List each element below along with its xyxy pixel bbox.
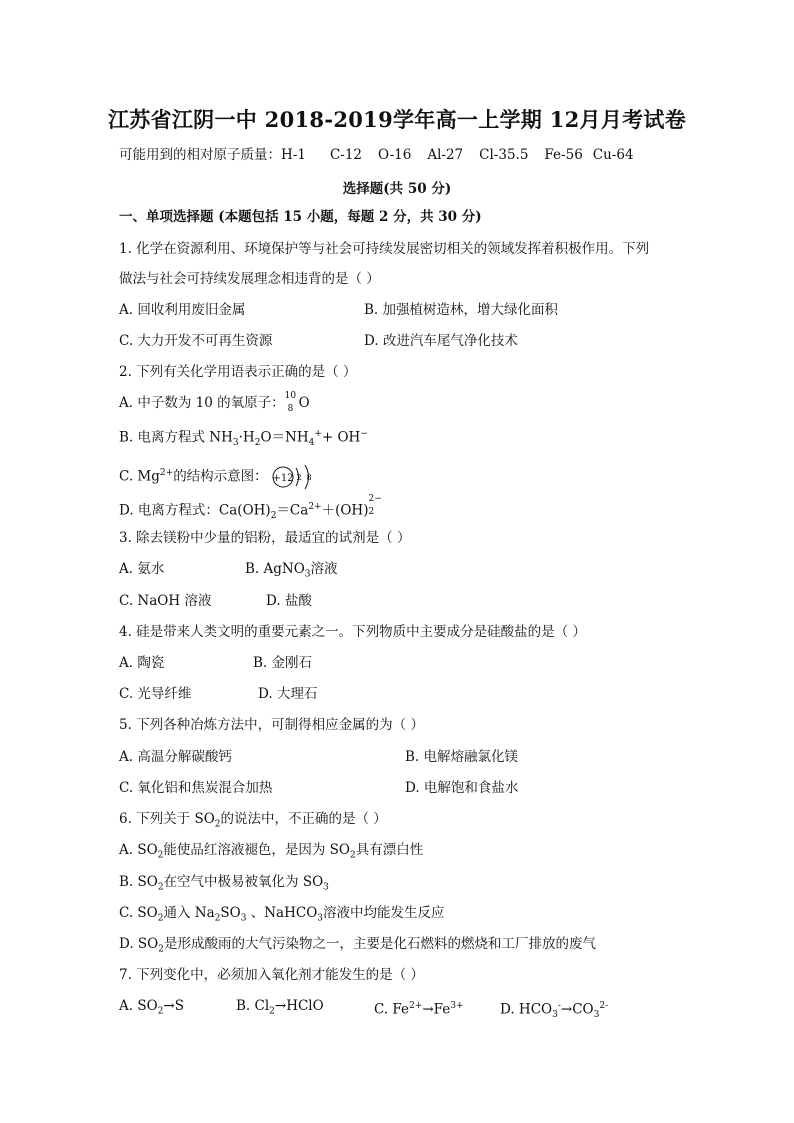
q7-d-sub: 3: [593, 1010, 600, 1021]
q2-a-symbol: O: [298, 395, 310, 411]
q7-b-sub: 2: [269, 1006, 275, 1017]
q2-d-sub: 2: [270, 511, 277, 522]
part-heading: 一、单项选择题 (本题包括 15 小题，每题 2 分，共 30 分): [119, 209, 482, 225]
q7-c-text: →Fe: [422, 1001, 451, 1018]
q2-option-c: [119, 458, 330, 492]
q2-b-sub: 3: [232, 438, 239, 449]
q2-option-a: [119, 391, 310, 414]
q3-option-a: A. 氨水: [119, 561, 165, 577]
q6-stem: [119, 810, 387, 834]
q2-a-number: 8: [287, 404, 294, 414]
q2-b-sub: 2: [254, 438, 261, 449]
q2-a-isotope: [284, 391, 299, 414]
q6-c-sub: 3: [317, 913, 323, 924]
q7-c-sup: 2+: [409, 1001, 423, 1011]
q7-c-text: C. Fe: [374, 1001, 410, 1018]
q7-d-sup: 2-: [599, 1001, 609, 1011]
q2-b-text: ·H: [238, 429, 255, 446]
q3-option-c: C. NaOH 溶液: [119, 593, 212, 609]
q6-d-text: D. SO: [119, 936, 159, 952]
q5-option-c: C. 氧化铝和焦炭混合加热: [119, 780, 273, 796]
nucleus-charge: +12: [272, 473, 294, 484]
q4-option-d: D. 大理石: [258, 686, 318, 702]
q1-option-d: D. 改进汽车尾气净化技术: [364, 333, 518, 349]
q7-d-text: D. HCO: [500, 1001, 553, 1018]
q7-d-text: →CO: [560, 1001, 594, 1018]
q2-d-text: ＋(OH): [321, 502, 369, 519]
shell-2-count: 8: [306, 473, 312, 482]
q3-stem: 3. 除去镁粉中少量的铝粉，最适宜的试剂是（ ）: [119, 530, 411, 546]
q1-option-c: C. 大力开发不可再生资源: [119, 333, 273, 349]
q2-c-sup: 2+: [159, 468, 174, 478]
q7-option-a: [119, 997, 184, 1021]
q3-option-b: [245, 560, 338, 584]
atomic-mass-cl: Cl-35.5: [479, 147, 529, 163]
q7-option-d: [500, 997, 608, 1024]
q7-stem: 7. 下列变化中，必须加入氧化剂才能发生的是（ ）: [119, 967, 424, 983]
shell-1-count: 2: [296, 473, 302, 482]
atomic-masses-line: [119, 146, 644, 164]
exam-title: 江苏省江阴一中 2018-2019学年高一上学期 12月月考试卷: [107, 107, 687, 132]
q6-c-text: 溶液中均能发生反应: [323, 905, 445, 921]
q6-d-text: 是形成酸雨的大气污染物之一，主要是化石燃料的燃烧和工厂排放的废气: [163, 936, 596, 952]
q6-stem-text: 的说法中，不正确的是（ ）: [220, 811, 387, 827]
q4-option-a: A. 陶瓷: [119, 655, 165, 671]
q4-option-b: B. 金刚石: [253, 655, 313, 671]
q2-b-text: O＝NH: [260, 429, 309, 446]
q6-c-sub: 2: [214, 913, 221, 924]
q2-b-sub: 4: [308, 438, 315, 449]
q2-d-charge: 2−: [368, 494, 382, 504]
q6-c-text: C. SO: [119, 905, 158, 921]
q2-c-text: C. Mg: [119, 468, 160, 485]
q3-option-d: D. 盐酸: [266, 593, 312, 609]
q2-option-d: [119, 494, 382, 525]
atomic-mass-h: H-1: [281, 147, 306, 163]
q6-option-a: [119, 841, 423, 865]
q7-a-text: A. SO: [119, 998, 158, 1014]
q3-b-text: B. AgNO: [245, 561, 305, 577]
mg-ion-structure-diagram: [272, 462, 330, 492]
q6-a-sub: 2: [350, 850, 356, 861]
q6-a-text: 具有漂白性: [355, 842, 424, 858]
q6-b-sub: 3: [323, 882, 329, 893]
q1-stem-line2: 做法与社会可持续发展理念相违背的是（ ）: [119, 271, 380, 287]
atomic-mass-cu: Cu-64: [592, 147, 634, 163]
q7-a-text: →S: [163, 998, 184, 1014]
q2-c-text: 的结构示意图：: [173, 468, 268, 485]
atomic-mass-o: O-16: [378, 147, 412, 163]
q6-stem-text: 6. 下列关于 SO: [119, 811, 215, 827]
q6-c-sub: 3: [240, 913, 247, 924]
q2-d-text: ＝Ca: [276, 502, 309, 519]
atomic-masses-label: 可能用到的相对原子质量：: [119, 147, 281, 163]
q4-stem: 4. 硅是带来人类文明的重要元素之一。下列物质中主要成分是硅酸盐的是（ ）: [119, 624, 586, 640]
atomic-mass-c: C-12: [329, 147, 363, 163]
section-heading: 选择题(共 50 分): [342, 181, 452, 197]
q7-option-c: [374, 997, 464, 1019]
q6-c-text: 、NaHCO: [246, 905, 318, 921]
q2-b-sup: −: [360, 429, 368, 439]
q2-d-subsup: [368, 494, 382, 517]
q4-option-c: C. 光导纤维: [119, 686, 192, 702]
q2-option-b: [119, 425, 368, 452]
q7-b-text: →HClO: [274, 998, 324, 1014]
q2-b-text: B. 电离方程式 NH: [119, 429, 233, 446]
q6-a-text: 能使品红溶液褪色，是因为 SO: [163, 842, 350, 858]
q6-option-d: [119, 935, 596, 959]
q2-d-sup: 2+: [308, 502, 322, 512]
q2-stem: 2. 下列有关化学用语表示正确的是（ ）: [119, 364, 357, 380]
atomic-mass-al: Al-27: [427, 147, 464, 163]
q5-stem: 5. 下列各种冶炼方法中，可制得相应金属的为（ ）: [119, 717, 424, 733]
q5-option-b: B. 电解熔融氯化镁: [405, 749, 519, 765]
q2-b-sup: +: [314, 429, 322, 439]
q1-option-b: B. 加强植树造林，增大绿化面积: [364, 302, 559, 318]
q7-a-sub: 2: [157, 1006, 164, 1017]
q6-c-text: 通入 Na: [163, 905, 215, 921]
q6-a-text: A. SO: [119, 842, 158, 858]
q6-option-c: [119, 904, 445, 928]
q7-option-b: [236, 997, 324, 1021]
q2-d-count: 2: [368, 507, 375, 517]
q6-c-sub: 2: [157, 913, 164, 924]
q1-stem-line1: 1. 化学在资源利用、环境保护等与社会可持续发展密切相关的领域发挥着积极作用。下列: [119, 241, 650, 257]
q6-b-sub: 2: [157, 882, 164, 893]
q2-b-text: + OH: [321, 429, 361, 446]
q7-c-sup: 3+: [450, 1001, 464, 1011]
q6-c-text: SO: [220, 905, 241, 921]
q6-d-sub: 2: [158, 944, 164, 955]
q5-option-d: D. 电解饱和食盐水: [405, 780, 519, 796]
q6-a-sub: 2: [157, 850, 164, 861]
q6-b-text: 在空气中极易被氧化为 SO: [163, 874, 324, 890]
q6-stem-sub: 2: [214, 819, 221, 830]
q3-b-sub: 3: [304, 569, 311, 580]
atomic-mass-fe: Fe-56: [544, 147, 583, 163]
q7-d-sub: 3: [552, 1010, 558, 1021]
q1-option-a: A. 回收利用废旧金属: [119, 302, 246, 318]
q2-a-text: A. 中子数为 10 的氧原子：: [119, 395, 285, 411]
q6-option-b: [119, 873, 329, 897]
q7-b-text: B. Cl: [236, 998, 270, 1014]
q2-d-text: D. 电离方程式：Ca(OH): [119, 502, 271, 519]
q3-b-text: 溶液: [310, 561, 338, 577]
q5-option-a: A. 高温分解碳酸钙: [119, 749, 232, 765]
q2-a-mass: 10: [284, 391, 297, 401]
q7-d-sup: -: [557, 1001, 561, 1011]
q6-b-text: B. SO: [119, 874, 158, 890]
